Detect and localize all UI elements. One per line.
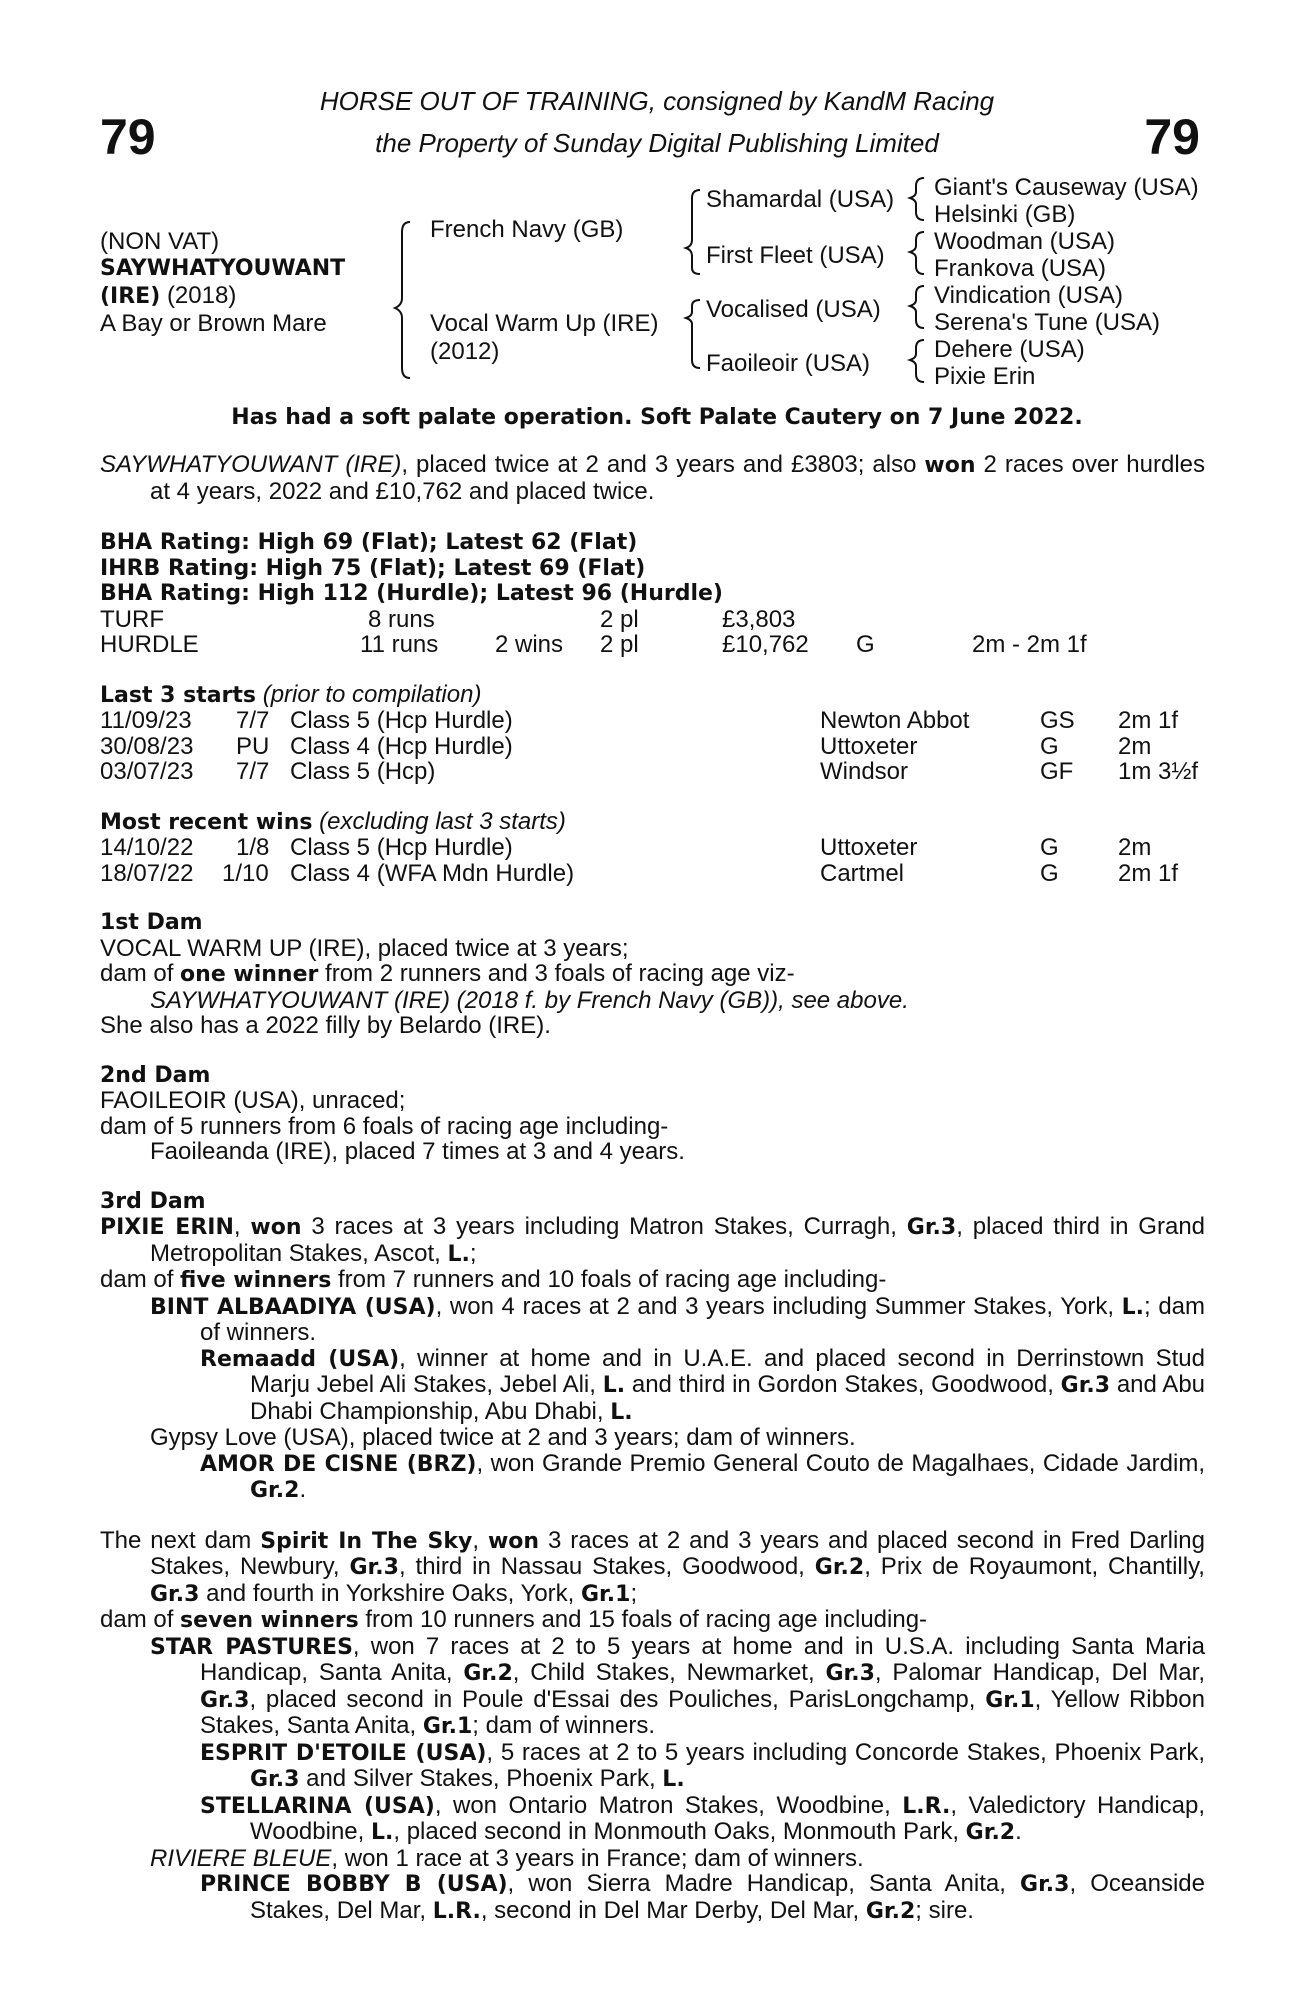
ggp-3: Woodman (USA): [934, 228, 1115, 255]
dam1-line4: She also has a 2022 filly by Belardo (IRE).: [100, 1012, 551, 1039]
vat-status: (NON VAT): [100, 228, 220, 255]
dam1-line2: dam of one winner from 2 runners and 3 foals of racing age viz-: [100, 960, 795, 987]
ggp-8: Pixie Erin: [934, 363, 1036, 390]
dam2-line3: Faoileanda (IRE), placed 7 times at 3 and 4 years.: [150, 1138, 685, 1165]
horse-description: A Bay or Brown Mare: [100, 310, 327, 337]
record-distance: 2m - 2m 1f: [972, 631, 1087, 658]
record-going: G: [856, 631, 875, 658]
dam1-heading: 1st Dam: [100, 910, 203, 935]
next-dam-esprit: ESPRIT D'ETOILE (USA), 5 races at 2 to 5 years including Concorde Stakes, Phoenix Park, Gr.3 and Silver Stakes, Phoenix Park, L.: [200, 1738, 1205, 1792]
last-starts-heading: Last 3 starts (prior to compilation): [100, 680, 482, 708]
dam3-produce: dam of five winners from 7 runners and 10 foals of racing age including-: [100, 1266, 887, 1293]
dam-sire: Vocalised (USA): [706, 296, 881, 323]
dam3-pixie-erin: PIXIE ERIN, won 3 races at 3 years including Matron Stakes, Curragh, Gr.3, placed third in Grand Metropolitan Stakes, Ascot, L.;: [100, 1213, 1206, 1267]
dam2-line1: FAOILEOIR (USA), unraced;: [100, 1087, 406, 1114]
dam3-heading: 3rd Dam: [100, 1188, 206, 1214]
dam3-bint: BINT ALBAADIYA (USA), won 4 races at 2 and 3 years including Summer Stakes, York, L.; dam of winners.: [150, 1292, 1206, 1346]
win-row: 18/07/22 1/10 Class 4 (WFA Mdn Hurdle) Cartmel G 2m 1f: [100, 859, 1179, 887]
dam: Vocal Warm Up (IRE): [430, 310, 659, 337]
sire-sire: Shamardal (USA): [706, 186, 895, 213]
next-dam-stellarina: STELLARINA (USA), won Ontario Matron Stakes, Woodbine, L.R., Valedictory Handicap, Woodbine, L., placed second in Monmouth Oaks, Monmouth Park, Gr.2.: [200, 1791, 1206, 1845]
summary: [100, 452, 1205, 504]
rating-1: BHA Rating: High 69 (Flat); Latest 62 (Flat): [100, 530, 638, 555]
record-runs: 11 runs: [360, 631, 439, 658]
start-row: 30/08/23 PU Class 4 (Hcp Hurdle) Uttoxeter G 2m: [100, 732, 1152, 760]
lot-number-right: 79: [1144, 109, 1200, 165]
win-row: 14/10/22 1/8 Class 5 (Hcp Hurdle) Uttoxeter G 2m: [100, 834, 1152, 861]
sire: French Navy (GB): [430, 216, 624, 243]
ggp-2: Helsinki (GB): [934, 201, 1076, 228]
dam2-heading: 2nd Dam: [100, 1062, 211, 1088]
next-dam-prince-bobby: PRINCE BOBBY B (USA), won Sierra Madre Handicap, Santa Anita, Gr.3, Oceanside Stakes, Del Mar, L.R., second in Del Mar Derby, Del Mar, Gr.2; sire.: [200, 1870, 1205, 1924]
start-row: 03/07/23 7/7 Class 5 (Hcp) Windsor GF 1m 3½f: [100, 758, 1199, 785]
record-wins: 2 wins: [495, 631, 564, 658]
record-row-hurdle: [100, 632, 1205, 658]
record-runs: 8 runs: [368, 605, 435, 633]
dam3-remaadd: Remaadd (USA), winner at home and in U.A.E. and placed second in Derrinstown Stud Marju Jebel Ali Stakes, Jebel Ali, L. and third in Gordon Stakes, Goodwood, Gr.3 and Abu Dhabi Championship, Abu Dhabi, L.: [200, 1344, 1206, 1425]
dam2-line2: dam of 5 runners from 6 foals of racing age including-: [100, 1112, 669, 1140]
header-consignor: HORSE OUT OF TRAINING, consigned by KandM Racing: [319, 86, 995, 116]
rating-3: BHA Rating: High 112 (Hurdle); Latest 96 (Hurdle): [100, 581, 723, 606]
next-dam-produce: dam of seven winners from 10 runners and 15 foals of racing age including-: [100, 1606, 928, 1633]
record-placed: 2 pl: [600, 631, 639, 658]
lot-number-left: 79: [100, 109, 156, 165]
horse-year: (2018): [166, 282, 237, 309]
horse-country: (IRE): [100, 284, 161, 309]
next-dam-star: STAR PASTURES, won 7 races at 2 to 5 years at home and in U.S.A. including Santa Maria Handicap, Santa Anita, Gr.2, Child Stakes, Newmarket, Gr.3, Palomar Handicap, Del Mar, Gr.3, placed second in Poule d'Essai des Pouliches, ParisLongchamp, Gr.1, Yellow Ribbon Stakes, Santa Anita, Gr.1; dam of winners.: [150, 1632, 1206, 1739]
dam-year: (2012): [430, 338, 500, 365]
sire-dam: First Fleet (USA): [706, 242, 885, 269]
start-row: 11/09/23 7/7 Class 5 (Hcp Hurdle) Newton Abbot GS 2m 1f: [100, 707, 1179, 734]
rating-2: IHRB Rating: High 75 (Flat); Latest 69 (Flat): [100, 555, 646, 581]
summary-won: won: [924, 453, 976, 478]
dam-dam: Faoileoir (USA): [706, 350, 871, 377]
record-type: TURF: [100, 605, 164, 633]
summary-text-2: 2 races over hurdles at 4 years, 2022 and £10,762 and placed twice.: [150, 451, 1205, 505]
recent-wins-heading: Most recent wins (excluding last 3 starts): [100, 807, 566, 835]
ggp-4: Frankova (USA): [934, 255, 1107, 282]
record-row-turf: [100, 607, 1205, 633]
header-property: the Property of Sunday Digital Publishing Limited: [375, 128, 939, 158]
dam3-gypsy: Gypsy Love (USA), placed twice at 2 and 3 years; dam of winners.: [150, 1424, 856, 1451]
record-placed: 2 pl: [600, 605, 639, 633]
dam1-line3: SAYWHATYOUWANT (IRE) (2018 f. by French Navy (GB)), see above.: [150, 986, 909, 1014]
ggp-1: Giant's Causeway (USA): [934, 174, 1199, 201]
ggp-7: Dehere (USA): [934, 336, 1085, 363]
next-dam-riviere: RIVIERE BLEUE, won 1 race at 3 years in France; dam of winners.: [150, 1844, 864, 1872]
summary-name: SAYWHATYOUWANT (IRE): [100, 451, 402, 478]
record-prize: £3,803: [722, 605, 796, 633]
operation-note: Has had a soft palate operation. Soft Palate Cautery on 7 June 2022.: [231, 405, 1083, 430]
ggp-5: Vindication (USA): [934, 282, 1123, 309]
ggp-6: Serena's Tune (USA): [934, 309, 1161, 336]
dam1-line1: VOCAL WARM UP (IRE), placed twice at 3 years;: [100, 934, 629, 962]
record-prize: £10,762: [722, 631, 809, 658]
main-body: [100, 452, 1205, 1924]
next-dam: The next dam Spirit In The Sky, won 3 races at 2 and 3 years and placed second in Fred Darling Stakes, Newbury, Gr.3, third in Nassau Stakes, Goodwood, Gr.2, Prix de Royaumont, Chantilly, Gr.3 and fourth in Yorkshire Oaks, York, Gr.1;: [100, 1526, 1205, 1607]
summary-text-1: , placed twice at 2 and 3 years and £3803; also: [401, 451, 925, 478]
record-type: HURDLE: [100, 631, 199, 658]
horse-name: SAYWHATYOUWANT: [100, 256, 346, 281]
dam3-amor: AMOR DE CISNE (BRZ), won Grande Premio General Couto de Magalhaes, Cidade Jardim, Gr.2.: [200, 1449, 1205, 1503]
